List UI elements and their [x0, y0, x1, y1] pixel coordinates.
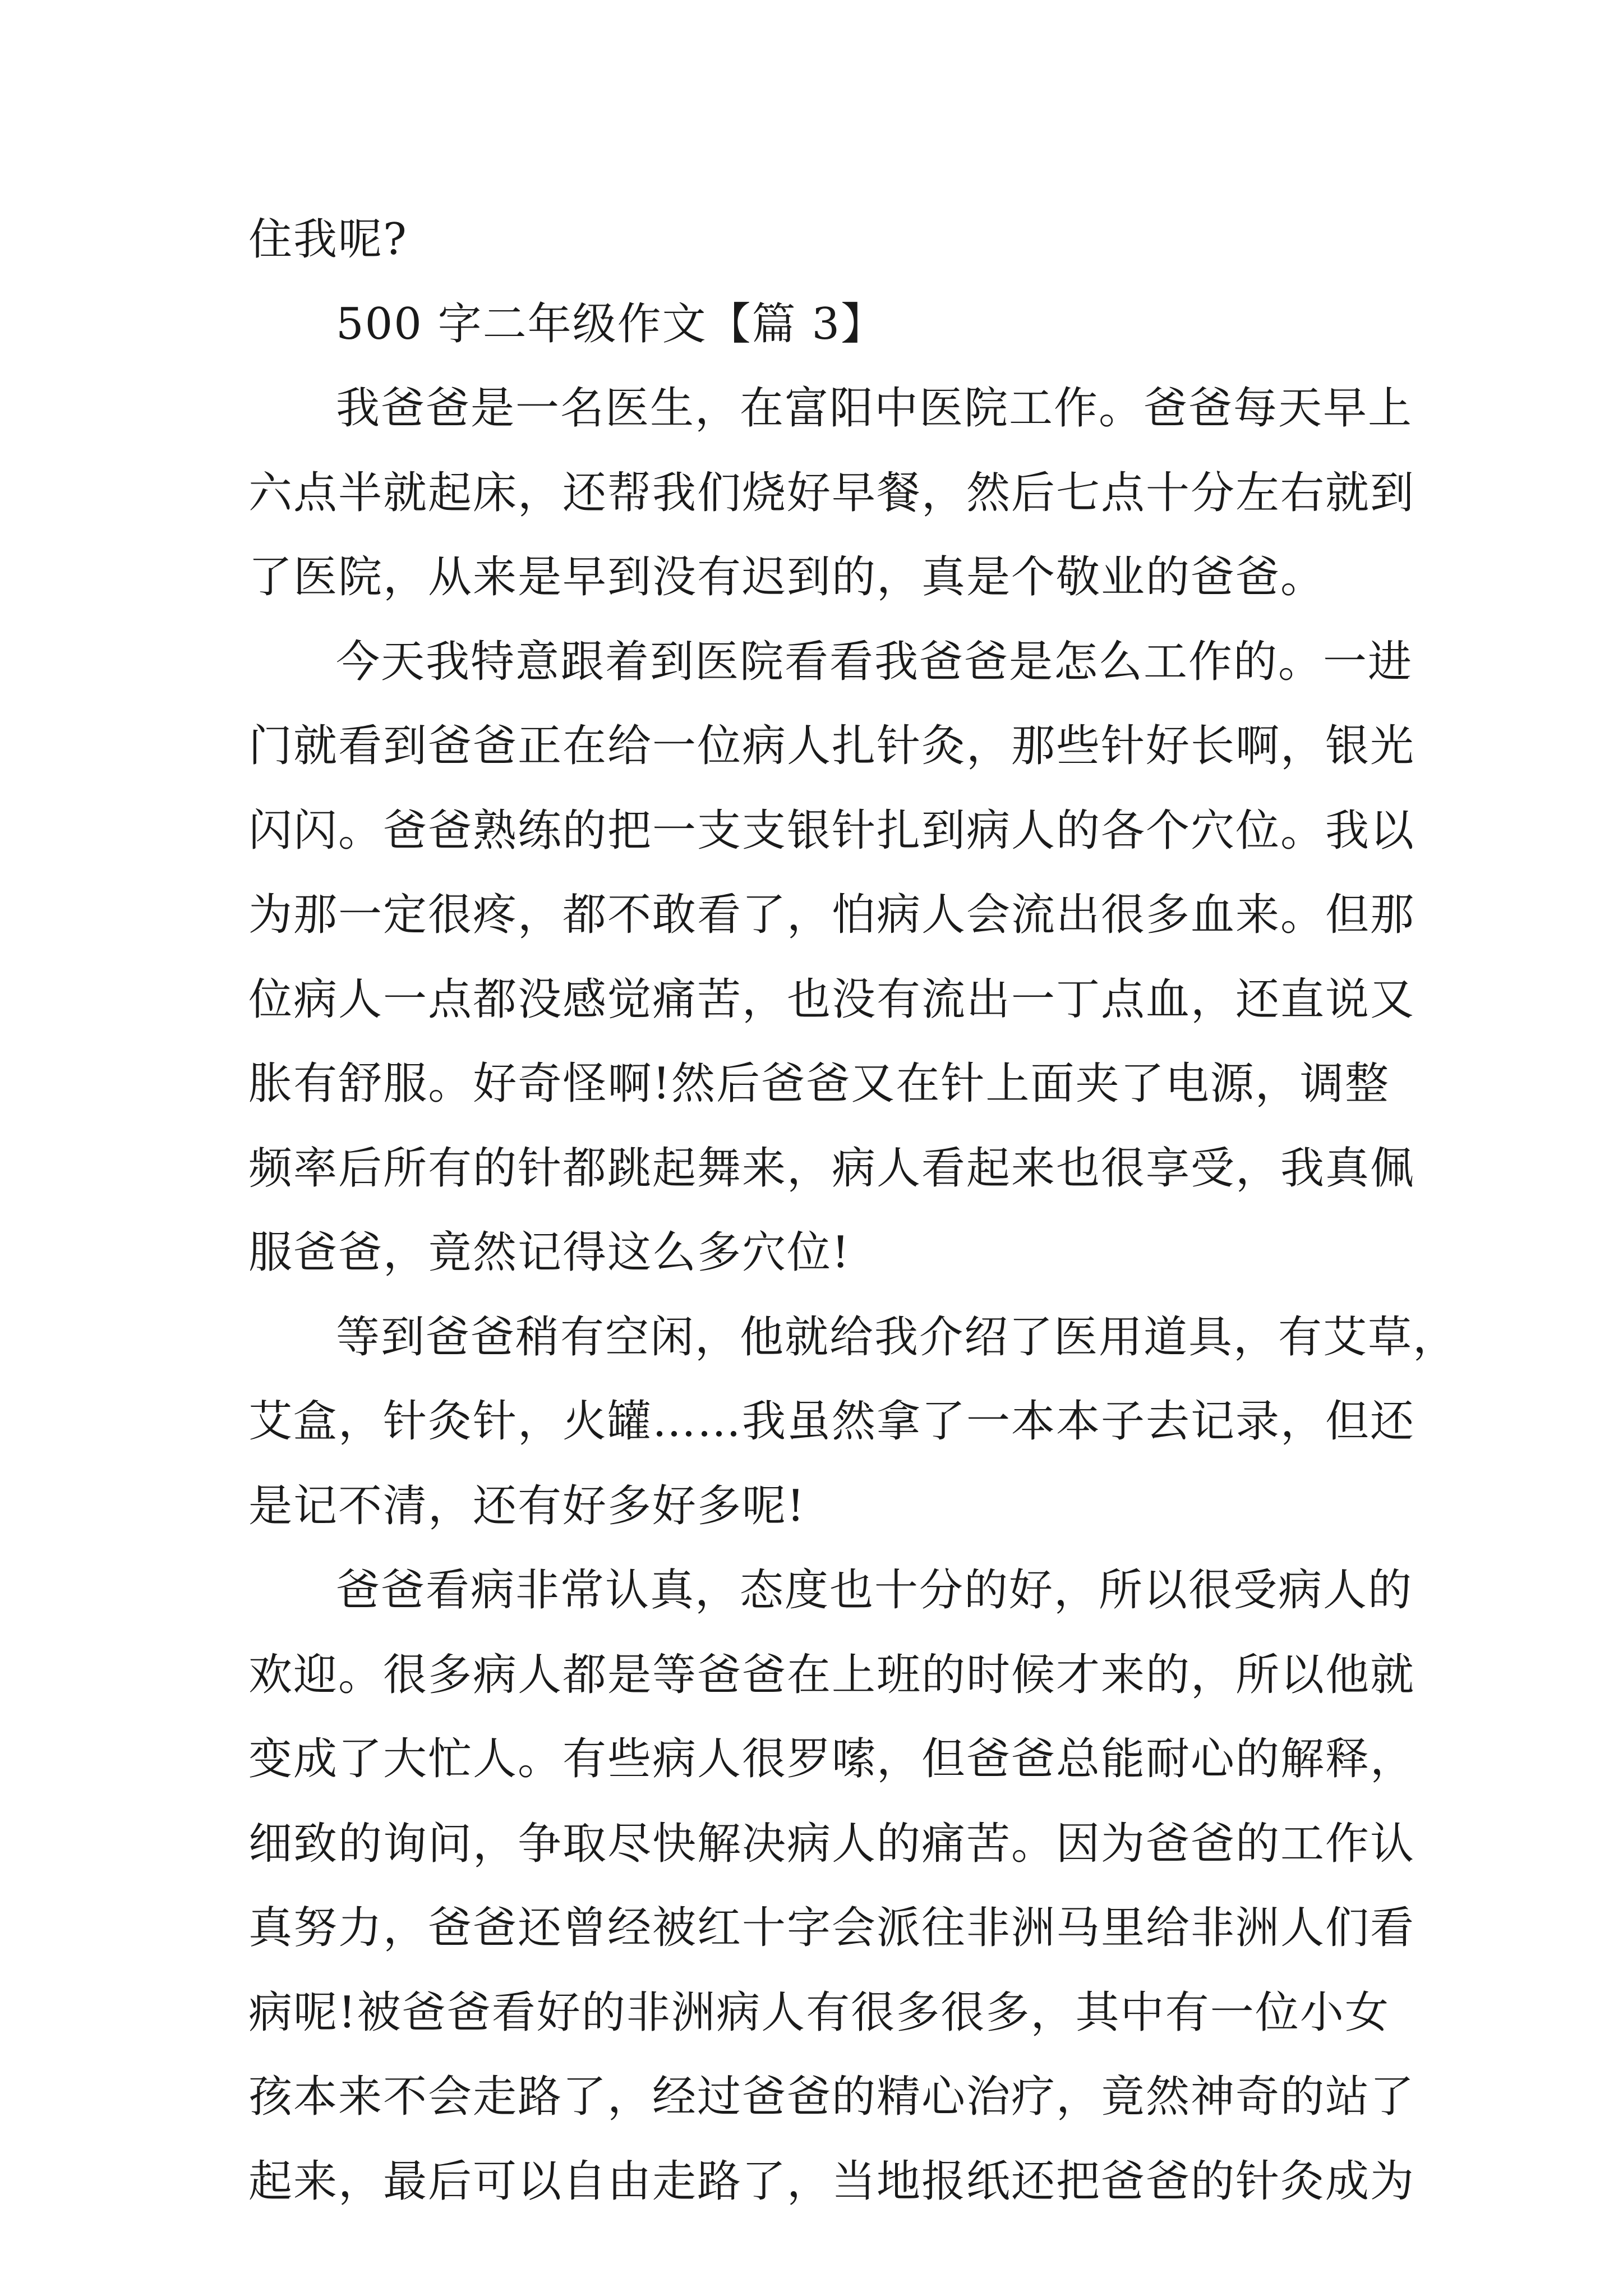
text-line: 等到爸爸稍有空闲，他就给我介绍了医用道具，有艾草，: [336, 1312, 1458, 1363]
text-line: 起来，最后可以自由走路了，当地报纸还把爸爸的针灸成为: [248, 2156, 1415, 2207]
text-line: 病呢!被爸爸看好的非洲病人有很多很多，其中有一位小女: [248, 1987, 1390, 2038]
text-line: 位病人一点都没感觉痛苦，也没有流出一丁点血，还直说又: [248, 974, 1415, 1025]
text-line: 细致的询问，争取尽快解决病人的痛苦。因为爸爸的工作认: [248, 1818, 1415, 1869]
text-line: 为那一定很疼，都不敢看了，怕病人会流出很多血来。但那: [248, 890, 1415, 940]
text-line: 爸爸看病非常认真，态度也十分的好，所以很受病人的: [336, 1565, 1413, 1616]
text-line: 服爸爸，竟然记得这么多穴位!: [248, 1227, 851, 1278]
text-line: 孩本来不会走路了，经过爸爸的精心治疗，竟然神奇的站了: [248, 2072, 1415, 2122]
essay-body: [248, 197, 1458, 2224]
text-line: 门就看到爸爸正在给一位病人扎针灸，那些针好长啊，银光: [248, 721, 1415, 771]
section-heading: 500 字二年级作文【篇 3】: [336, 298, 886, 349]
text-line: 真努力，爸爸还曾经被红十字会派往非洲马里给非洲人们看: [248, 1903, 1415, 1953]
text-line: 住我呢?: [248, 214, 408, 265]
text-line: 六点半就起床，还帮我们烧好早餐，然后七点十分左右就到: [248, 467, 1415, 518]
text-line: 变成了大忙人。有些病人很罗嗦，但爸爸总能耐心的解释，: [248, 1734, 1415, 1784]
text-line: 艾盒，针灸针，火罐……我虽然拿了一本本子去记录，但还: [248, 1396, 1415, 1447]
text-line: 欢迎。很多病人都是等爸爸在上班的时候才来的，所以他就: [248, 1649, 1415, 1700]
text-line: 频率后所有的针都跳起舞来，病人看起来也很享受，我真佩: [248, 1143, 1415, 1194]
text-line: 了医院，从来是早到没有迟到的，真是个敬业的爸爸。: [248, 552, 1326, 602]
text-line: 今天我特意跟着到医院看看我爸爸是怎么工作的。一进: [336, 636, 1413, 687]
text-line: 闪闪。爸爸熟练的把一支支银针扎到病人的各个穴位。我以: [248, 805, 1415, 856]
text-line: 我爸爸是一名医生，在富阳中医院工作。爸爸每天早上: [336, 383, 1413, 434]
text-line: 胀有舒服。好奇怪啊!然后爸爸又在针上面夹了电源，调整: [248, 1059, 1390, 1109]
text-line: 是记不清，还有好多好多呢!: [248, 1480, 806, 1531]
